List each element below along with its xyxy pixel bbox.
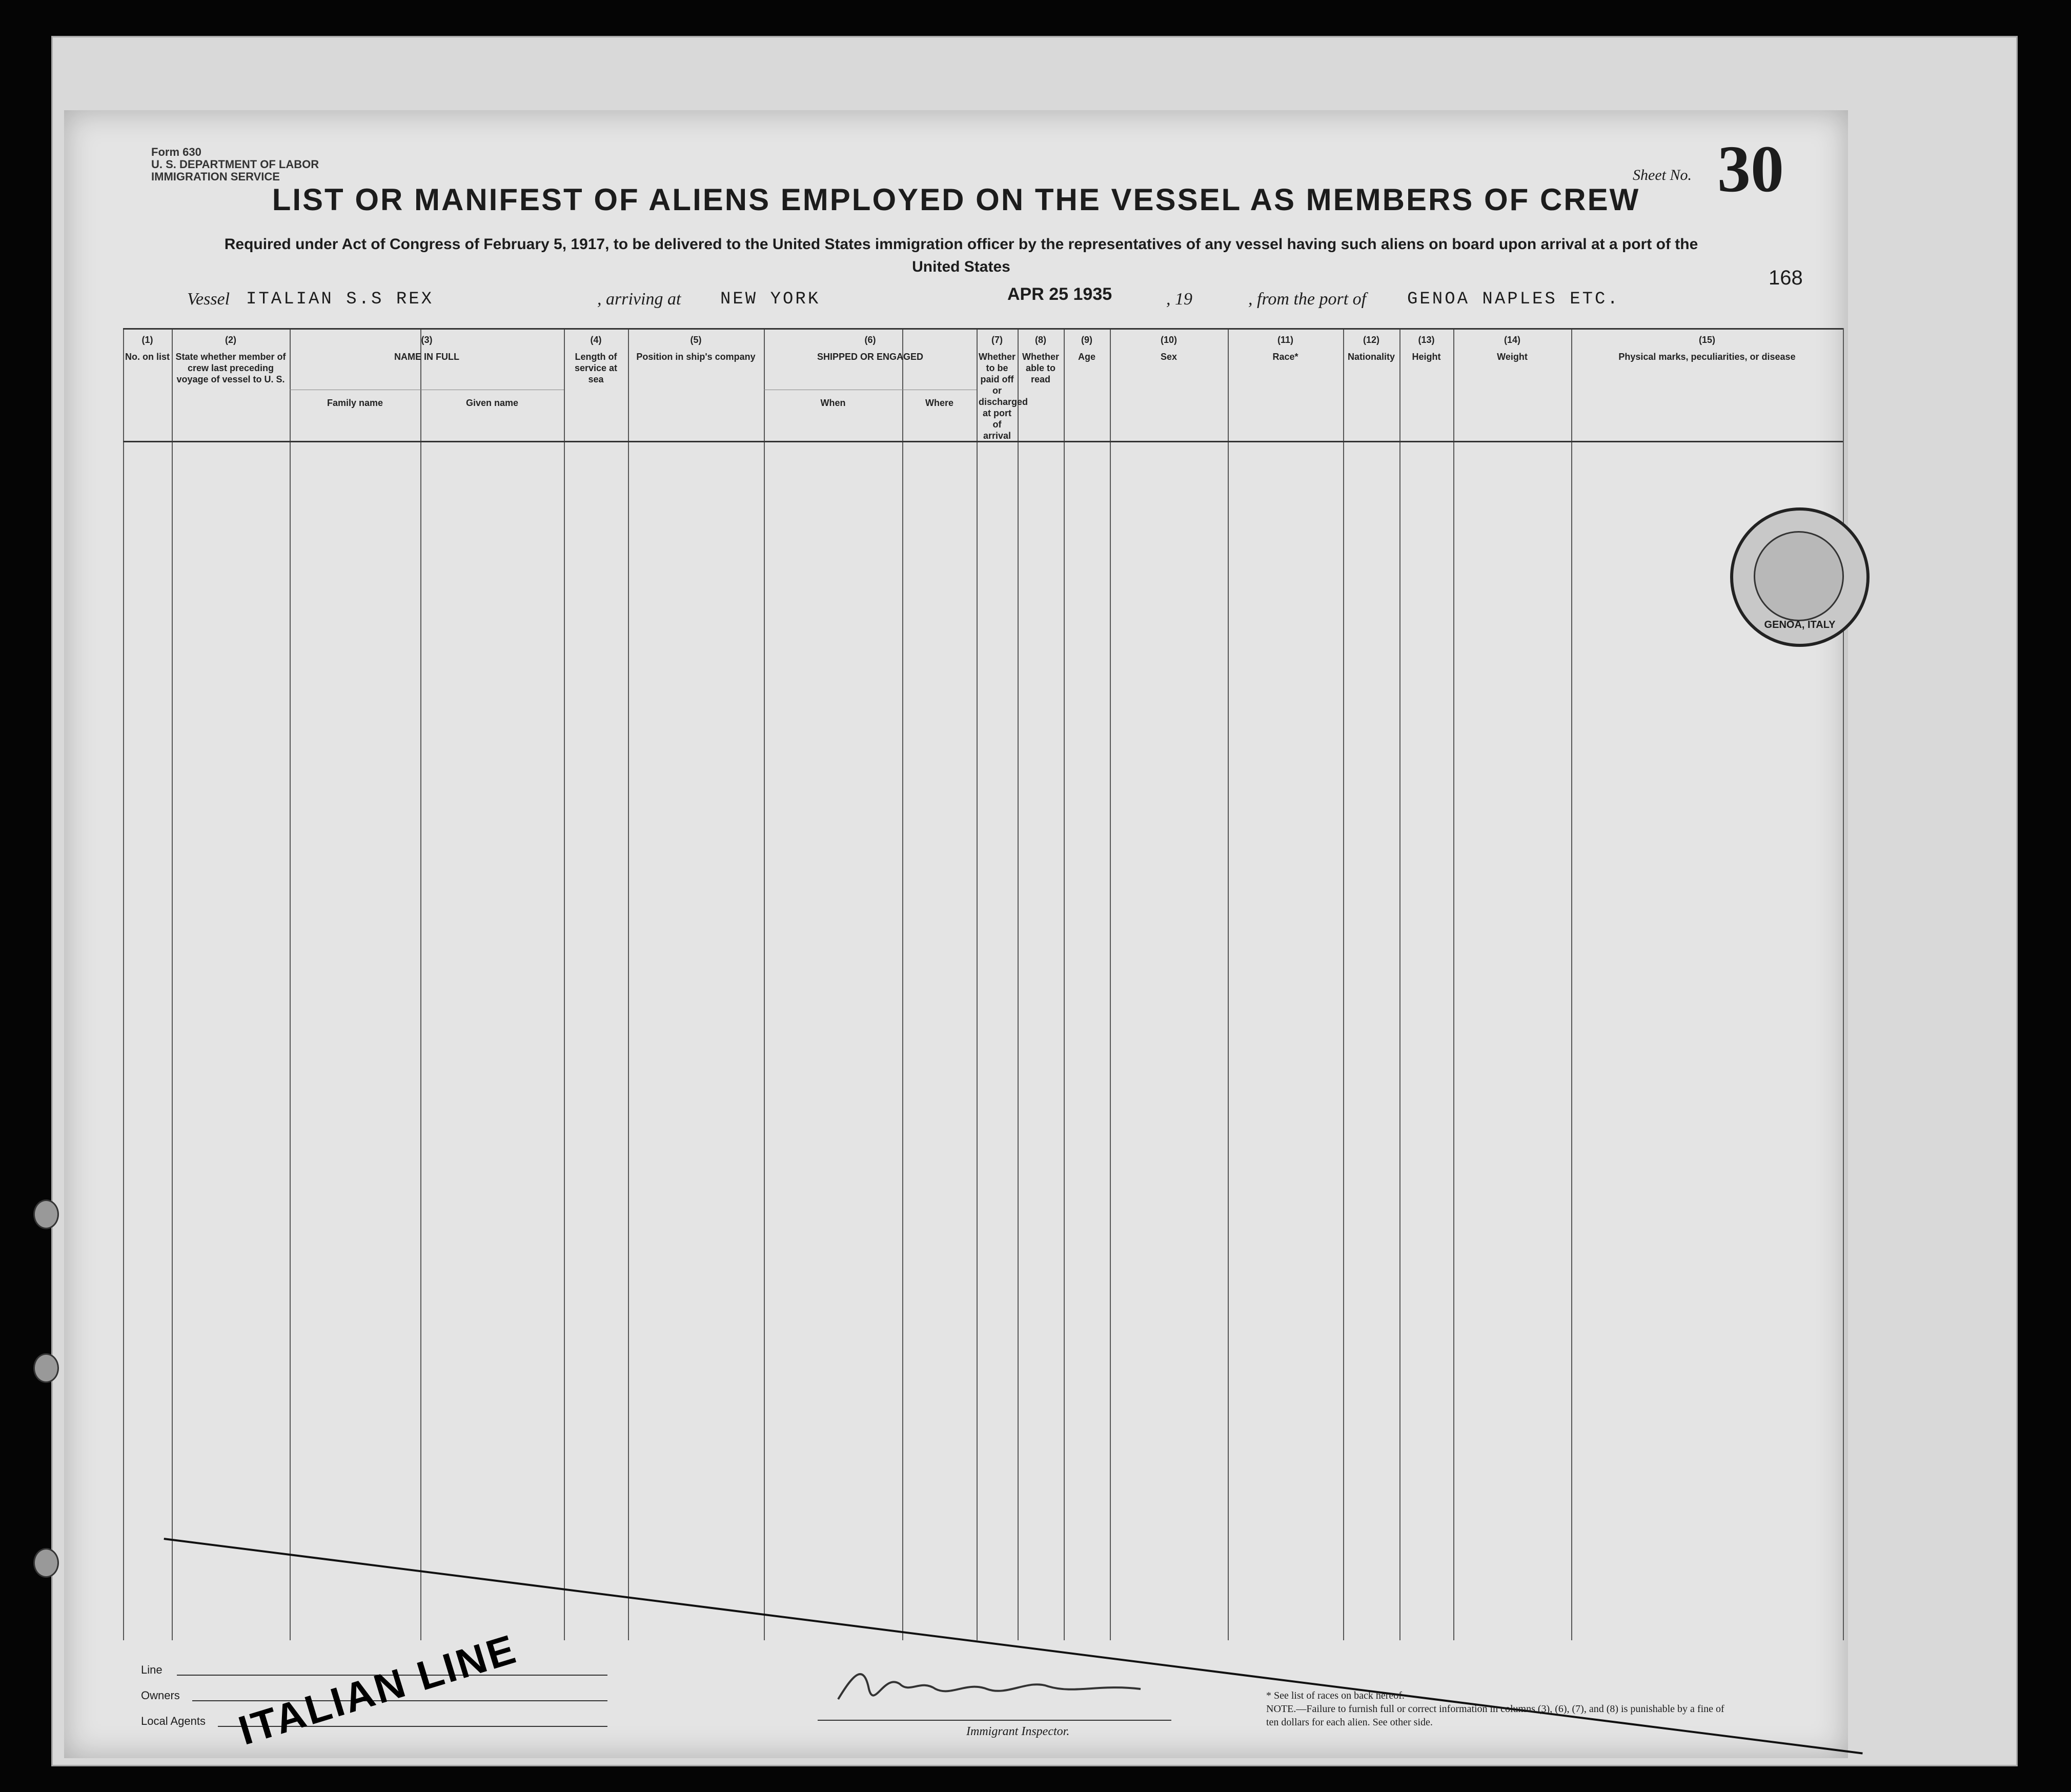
column-rule [420, 328, 421, 1640]
page-title: LIST OR MANIFEST OF ALIENS EMPLOYED ON THE VESSEL AS MEMBERS OF CREW [272, 182, 1640, 217]
column-number: (5) [690, 335, 702, 345]
punch-hole [33, 1548, 59, 1578]
manifest-sheet [64, 110, 1848, 1758]
column-header: Race* [1272, 352, 1298, 362]
header-rule [123, 328, 1843, 330]
arriving-label: , arriving at [597, 290, 681, 309]
column-rule [564, 328, 565, 1640]
column-header: Physical marks, peculiarities, or disease [1618, 352, 1796, 362]
consular-seal [1730, 507, 1870, 647]
column-subheader: Family name [327, 398, 383, 408]
column-header: Age [1078, 352, 1095, 362]
form-number: Form 630 [151, 146, 201, 158]
column-rule [1110, 328, 1111, 1640]
punch-hole [33, 1353, 59, 1383]
column-number: (15) [1698, 335, 1715, 345]
column-rule [628, 328, 629, 1640]
column-number: (1) [141, 335, 153, 345]
punch-hole [33, 1199, 59, 1229]
column-number: (10) [1160, 335, 1177, 345]
arriving-value: NEW YORK [720, 290, 821, 309]
column-header: NAME IN FULL [394, 352, 459, 362]
italian-line-stamp: ITALIAN LINE [233, 1625, 522, 1754]
column-number: (11) [1277, 335, 1294, 345]
column-header: Sex [1160, 352, 1177, 362]
year-label: , 19 [1166, 290, 1192, 309]
footnote-races: * See list of races on back hereof. [1266, 1690, 1405, 1701]
column-header: Length of service at sea [574, 352, 618, 384]
column-number: (8) [1035, 335, 1046, 345]
column-rule [1228, 328, 1229, 1640]
column-number: (3) [421, 335, 433, 345]
column-rule [1018, 328, 1019, 1640]
vessel-value: ITALIAN S.S REX [246, 290, 434, 309]
sheet-label: Sheet No. [1633, 167, 1692, 184]
arrival-date-stamp: APR 25 1935 [1007, 284, 1112, 304]
page-subtitle: Required under Act of Congress of February 5, 1917, to be delivered to the United States immigration officer by the representatives of any vessel having such aliens on board upon arrival at a port of the United States [224, 236, 1698, 275]
inspector-label: Immigrant Inspector. [966, 1725, 1070, 1738]
column-number: (6) [864, 335, 876, 345]
service-name: IMMIGRATION SERVICE [151, 170, 280, 183]
vessel-line [187, 284, 1776, 315]
column-rule [1343, 328, 1344, 1640]
column-header: Nationality [1347, 352, 1395, 362]
column-number: (14) [1504, 335, 1520, 345]
crew-table [123, 328, 1843, 1640]
column-number: (13) [1418, 335, 1435, 345]
department-name: U. S. DEPARTMENT OF LABOR [151, 158, 319, 171]
owners-label: Owners [141, 1689, 180, 1702]
line-label: Line [141, 1663, 163, 1676]
column-subheader: Given name [465, 398, 519, 408]
port-value: GENOA NAPLES ETC. [1407, 290, 1620, 309]
column-rule [1453, 328, 1454, 1640]
column-header: SHIPPED OR ENGAGED [817, 352, 924, 362]
column-rule [290, 328, 291, 1640]
inspector-signature [833, 1653, 1192, 1715]
column-header: Height [1412, 352, 1441, 362]
seal-eagle-icon [1754, 531, 1844, 621]
column-header: Whether to be paid off or discharged at port of arrival [979, 352, 1028, 441]
column-rule [764, 328, 765, 1640]
manifest-header [64, 110, 1848, 325]
footnote-penalty: NOTE.—Failure to furnish full or correct information in columns (3), (6), (7), and (8) is punishable by a fine of ten dollars for each alien. See other side. [1266, 1703, 1724, 1728]
column-subheader: Where [925, 398, 953, 408]
column-number: (9) [1081, 335, 1092, 345]
column-number: (4) [590, 335, 602, 345]
column-rule [977, 328, 978, 1640]
footnote [1266, 1689, 1728, 1729]
column-header: State whether member of crew last preceding voyage of vessel to U. S. [175, 352, 286, 384]
column-number: (7) [991, 335, 1003, 345]
column-number: (12) [1363, 335, 1379, 345]
sheet-number: 30 [1717, 132, 1784, 206]
column-rule [902, 328, 903, 1640]
column-number: (2) [225, 335, 236, 345]
column-rule [1399, 328, 1400, 1640]
column-subheader: When [820, 398, 846, 408]
inspector-rule [818, 1720, 1171, 1721]
page-number: 168 [1769, 267, 1803, 289]
column-header: Weight [1497, 352, 1528, 362]
column-rule [172, 328, 173, 1640]
column-header: Whether able to read [1022, 352, 1059, 384]
column-rule [123, 328, 124, 1640]
column-rule [1064, 328, 1065, 1640]
form-identifier [151, 146, 319, 183]
seal-text: GENOA, ITALY [1764, 619, 1836, 630]
column-header: Position in ship's company [636, 352, 756, 362]
agents-label: Local Agents [141, 1715, 206, 1727]
port-label: , from the port of [1248, 290, 1367, 309]
column-rule [1571, 328, 1572, 1640]
vessel-label: Vessel [187, 290, 230, 309]
column-header: No. on list [125, 352, 170, 362]
